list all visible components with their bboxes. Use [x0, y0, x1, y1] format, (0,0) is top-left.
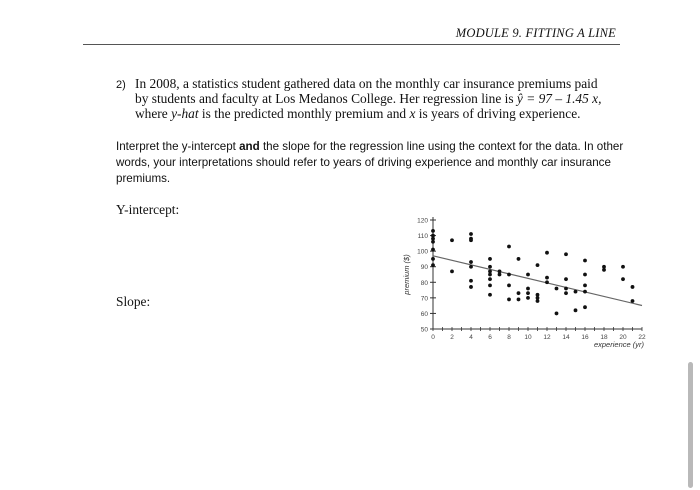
- data-point: [621, 277, 625, 281]
- data-point: [488, 257, 492, 261]
- question-line-2: by students and faculty at Los Medanos College. Her regression line is: [135, 91, 517, 106]
- x-tick-label: 22: [638, 334, 646, 341]
- data-point: [574, 308, 578, 312]
- y-intercept-label: Y-intercept:: [116, 202, 180, 217]
- x-tick-label: 12: [543, 334, 551, 341]
- data-point: [469, 238, 473, 242]
- yhat-term: y-hat: [171, 106, 199, 121]
- data-point: [526, 287, 530, 291]
- data-point: [574, 290, 578, 294]
- scatter-chart: [390, 212, 650, 362]
- data-point: [507, 245, 511, 249]
- data-point: [469, 265, 473, 269]
- page-header: [83, 26, 620, 45]
- data-point: [469, 260, 473, 264]
- question-text: [135, 76, 625, 121]
- data-point: [469, 285, 473, 289]
- x-tick-label: 10: [524, 334, 532, 341]
- instructions-part-2: the slope for the regression line using the context for the data. In other words, your interpretations should refer to years of driving experience and monthly car insurance premiums.: [116, 140, 624, 185]
- data-point: [507, 273, 511, 277]
- data-point: [536, 263, 540, 267]
- data-point: [602, 268, 606, 272]
- data-point: [469, 232, 473, 236]
- data-point: [488, 265, 492, 269]
- data-point: [545, 276, 549, 280]
- instructions: [116, 139, 626, 187]
- x-tick-label: 8: [507, 334, 511, 341]
- instructions-bold-and: and: [239, 140, 260, 153]
- y-tick-label: 90: [420, 264, 428, 272]
- x-tick-label: 2: [450, 334, 454, 341]
- x-tick-label: 6: [488, 334, 492, 341]
- data-point: [631, 285, 635, 289]
- data-point: [507, 284, 511, 288]
- data-point: [431, 229, 435, 233]
- data-point: [526, 291, 530, 295]
- question-line-1: In 2008, a statistics student gathered data on the monthly car insurance premiums paid: [135, 76, 598, 91]
- data-point: [517, 298, 521, 302]
- data-point: [517, 257, 521, 261]
- x-tick-label: 18: [600, 334, 608, 341]
- x-axis-label: experience (yr): [593, 340, 644, 349]
- data-point: [583, 284, 587, 288]
- x-tick-label: 4: [469, 334, 473, 341]
- data-point: [431, 240, 435, 244]
- data-point: [498, 273, 502, 277]
- y-tick-label: 100: [417, 248, 428, 256]
- regression-equation: ŷ = 97 – 1.45 x,: [516, 91, 602, 106]
- y-tick-label: 110: [417, 233, 428, 241]
- data-point: [536, 299, 540, 303]
- data-point: [507, 298, 511, 302]
- question-line-3c: is years of driving experience.: [415, 106, 581, 121]
- question-line-3b: is the predicted monthly premium and: [198, 106, 410, 121]
- y-tick-label: 70: [420, 295, 428, 303]
- data-point: [545, 251, 549, 255]
- x-term: x: [409, 106, 416, 121]
- data-point: [431, 248, 435, 252]
- x-tick-label: 16: [581, 334, 589, 341]
- data-point: [564, 252, 568, 256]
- data-point: [583, 273, 587, 277]
- vertical-scrollbar[interactable]: [688, 362, 693, 488]
- data-point: [526, 273, 530, 277]
- x-tick-label: 14: [562, 334, 570, 341]
- x-tick-label: 0: [431, 334, 435, 341]
- data-point: [583, 259, 587, 263]
- module-title: MODULE 9. FITTING A LINE: [455, 26, 616, 40]
- y-tick-label: 60: [420, 310, 428, 318]
- question-line-3a: where: [135, 106, 172, 121]
- y-tick-label: 80: [420, 279, 428, 287]
- data-point: [564, 291, 568, 295]
- y-tick-label: 120: [417, 217, 428, 225]
- data-point: [564, 287, 568, 291]
- data-point: [564, 277, 568, 281]
- data-point: [488, 277, 492, 281]
- data-point: [469, 279, 473, 283]
- data-point: [431, 257, 435, 261]
- y-axis-label: premium ($): [402, 254, 411, 295]
- data-point: [555, 287, 559, 291]
- y-tick-label: 50: [420, 326, 428, 334]
- data-point: [517, 291, 521, 295]
- data-point: [583, 305, 587, 309]
- data-point: [526, 296, 530, 300]
- instructions-part-1: Interpret the y-intercept: [116, 140, 240, 153]
- slope-label: Slope:: [116, 294, 151, 309]
- data-point: [555, 312, 559, 316]
- data-point: [450, 269, 454, 273]
- data-point: [488, 293, 492, 297]
- data-point: [450, 238, 454, 242]
- question-number: 2): [116, 79, 126, 91]
- data-point: [583, 290, 587, 294]
- data-point: [488, 284, 492, 288]
- data-point: [488, 273, 492, 277]
- data-point: [621, 265, 625, 269]
- data-point: [631, 299, 635, 303]
- data-point: [431, 263, 435, 267]
- x-tick-label: 20: [619, 334, 627, 341]
- data-point: [545, 280, 549, 284]
